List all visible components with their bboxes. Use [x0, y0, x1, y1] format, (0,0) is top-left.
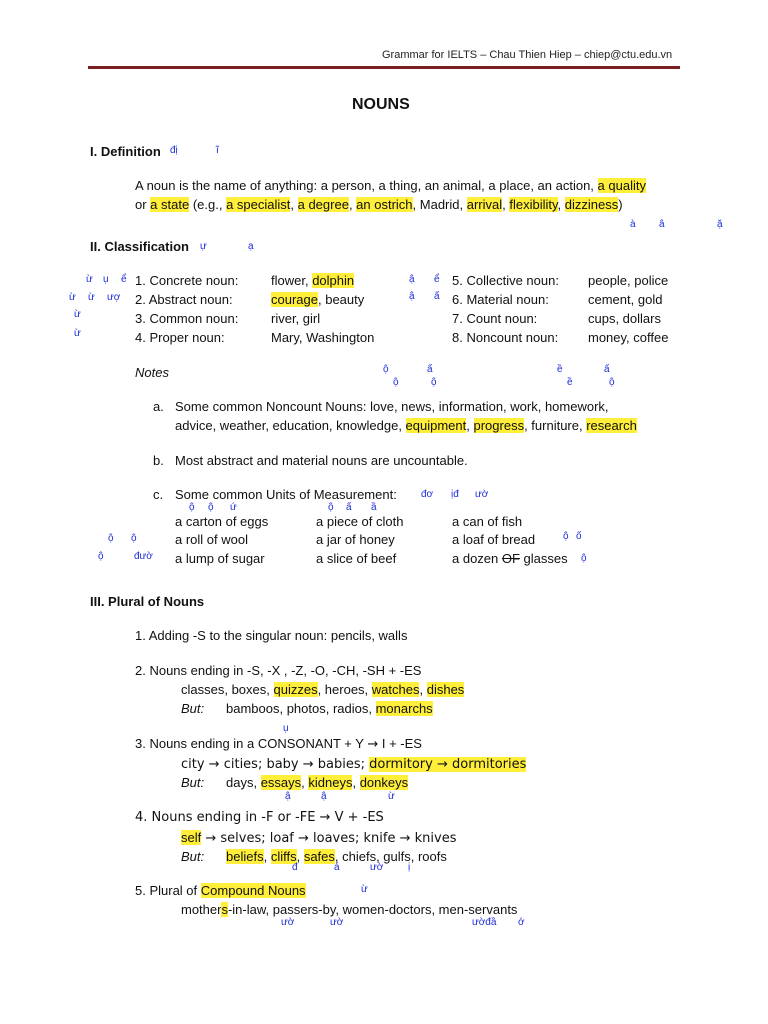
viet-annotation: ấ: [427, 364, 433, 375]
note-text: advice, weather, education, knowledge,: [175, 418, 406, 433]
viet-annotation: á: [334, 862, 340, 873]
viet-annotation: ậ: [321, 791, 327, 802]
class-row-4-examples: Mary, Washington: [271, 330, 375, 345]
arrow-icon: →: [367, 737, 379, 752]
unit-1-1: a carton of eggs: [175, 514, 269, 529]
viet-annotation: ộ: [431, 377, 437, 388]
notes-label: Notes: [135, 365, 169, 380]
section-plural-heading: III. Plural of Nouns: [90, 594, 205, 609]
definition-line-2: [135, 197, 623, 212]
highlight-donkeys: donkeys: [359, 775, 409, 790]
viet-annotation: ể: [121, 274, 127, 285]
viet-annotation: ừ: [69, 292, 76, 303]
viet-annotation: ĩ: [216, 145, 219, 156]
viet-annotation: đơ: [421, 489, 434, 500]
class-row-1-label: 1. Concrete noun:: [135, 273, 239, 288]
viet-annotation: ộ: [98, 551, 104, 562]
rule-text: 3. Nouns ending in a CONSONANT + Y: [135, 736, 368, 751]
viet-annotation: ị: [408, 862, 411, 873]
viet-annotation: ặ: [717, 219, 723, 230]
highlight-dizziness: dizziness: [564, 197, 619, 212]
page-title: NOUNS: [352, 96, 410, 113]
highlight-dolphin: dolphin: [312, 273, 355, 288]
highlight-kidneys: kidneys: [308, 775, 353, 790]
viet-annotation: ườ: [370, 862, 384, 873]
unit-1-2: a piece of cloth: [316, 514, 404, 529]
highlight-arrival: arrival: [466, 197, 503, 212]
plural-rule-1: 1. Adding -S to the singular noun: pencils, walls: [135, 628, 408, 643]
note-a-line-1: Some common Noncount Nouns: love, news, information, work, homework,: [175, 399, 609, 414]
viet-annotation: ộ: [581, 553, 587, 564]
viet-annotation: à: [630, 219, 636, 230]
viet-annotation: ề: [567, 377, 573, 388]
section-classification-heading: II. Classification: [90, 239, 189, 254]
plural-rule-2-exceptions: [226, 701, 433, 716]
plural-rule-5-examples: [181, 902, 517, 917]
class-row-4-label2: 8. Noncount noun:: [452, 330, 559, 345]
highlight-monarchs: monarchs: [375, 701, 433, 716]
highlight-beliefs: beliefs: [226, 849, 264, 864]
class-row-3-label: 3. Common noun:: [135, 311, 239, 326]
viet-annotation: ộ: [393, 377, 399, 388]
class-row-2-examples: [271, 292, 364, 307]
unit-3-3: [452, 551, 568, 566]
plural-rule-3-head: [135, 736, 422, 752]
viet-annotation: ậ: [409, 274, 415, 285]
example-text: city → cities; baby → babies;: [181, 757, 370, 772]
viet-annotation: ộ: [208, 502, 214, 513]
highlight-safes: safes: [303, 849, 335, 864]
comma: ,: [301, 775, 309, 790]
plural-rule-2-examples: [181, 682, 464, 697]
viet-annotation: ạ: [248, 241, 254, 252]
highlight-flexibility: flexibility: [509, 197, 558, 212]
highlight-a-specialist: a specialist: [226, 197, 291, 212]
unit-2-3: a loaf of bread: [452, 532, 536, 547]
comma: ,: [557, 197, 565, 212]
plural-rule-2-but: But:: [181, 701, 205, 716]
class-row-2-label2: 6. Material noun:: [452, 292, 549, 307]
note-text: , furniture,: [524, 418, 587, 433]
viet-annotation: đườ: [134, 551, 153, 562]
comma: ,: [466, 418, 474, 433]
example-text: flower,: [271, 273, 313, 288]
viet-annotation: đ: [292, 862, 298, 873]
viet-annotation: ừ: [361, 884, 368, 895]
rule-text: I + -ES: [378, 736, 422, 751]
class-row-4-label: 4. Proper noun:: [135, 330, 225, 345]
comma: ,: [352, 775, 360, 790]
viet-annotation: ườ: [475, 489, 489, 500]
plural-rule-4-but: But:: [181, 849, 205, 864]
example-text: bamboos, photos, radios,: [226, 701, 376, 716]
highlight-quizzes: quizzes: [273, 682, 318, 697]
highlight-a-degree: a degree: [297, 197, 349, 212]
viet-annotation: ượ: [107, 292, 121, 303]
example-text: , beauty: [317, 292, 365, 307]
note-c-letter: c.: [153, 487, 164, 502]
viet-annotation: ộ: [189, 502, 195, 513]
class-row-2-examples2: cement, gold: [588, 292, 663, 307]
viet-annotation: ố: [576, 531, 582, 542]
note-b-text: Most abstract and material nouns are uncountable.: [175, 453, 468, 468]
example-text: → selves; loaf → loaves; knife → knives: [201, 831, 457, 846]
unit-1-3: a can of fish: [452, 514, 523, 529]
highlight-courage: courage: [271, 292, 318, 307]
unit-2-2: a jar of honey: [316, 532, 395, 547]
viet-annotation: ộ: [131, 533, 137, 544]
viet-annotation: ấ: [346, 502, 352, 513]
definition-line-1: [135, 178, 646, 193]
viet-annotation: ấ: [434, 291, 440, 302]
example-text: , chiefs, gulfs, roofs: [334, 849, 447, 864]
highlight-cliffs: cliffs: [270, 849, 297, 864]
comma: ,: [419, 682, 427, 697]
rule-text: 5. Plural of: [135, 883, 201, 898]
highlight-research: research: [586, 418, 637, 433]
example-text: , heroes,: [317, 682, 372, 697]
plural-rule-5-head: [135, 883, 306, 898]
viet-annotation: ừ: [74, 328, 81, 339]
note-a-letter: a.: [153, 399, 164, 414]
unit-text: a dozen: [452, 551, 502, 566]
plural-rule-3-examples: [181, 756, 526, 772]
struck-of: OF: [501, 551, 520, 566]
example-text: classes, boxes,: [181, 682, 274, 697]
highlight-a-quality: a quality: [597, 178, 646, 193]
plural-rule-4-head: 4. Nouns ending in -F or -FE → V + -ES: [135, 810, 384, 825]
comma: ,: [263, 849, 271, 864]
class-row-1-examples2: people, police: [588, 273, 669, 288]
class-row-3-examples2: cups, dollars: [588, 311, 661, 326]
viet-annotation: ộ: [609, 377, 615, 388]
highlight-s: s: [221, 902, 228, 917]
viet-annotation: ể: [434, 274, 440, 285]
example-text: -in-law, passers-by, women-doctors, men-servants: [227, 902, 518, 917]
running-header: Grammar for IELTS – Chau Thien Hiep – chiep@ctu.edu.vn: [382, 49, 673, 61]
viet-annotation: ụ: [283, 723, 289, 734]
plural-rule-4-examples: [181, 830, 456, 846]
text-madrid: , Madrid,: [412, 197, 467, 212]
class-row-2-label: 2. Abstract noun:: [135, 292, 233, 307]
viet-annotation: ậ: [409, 291, 415, 302]
highlight-self: self: [181, 830, 202, 845]
viet-annotation: ộ: [108, 533, 114, 544]
highlight-dormitory: dormitory → dormitories: [369, 757, 527, 772]
viet-annotation: ứ: [230, 502, 237, 513]
comma: ,: [348, 197, 357, 212]
viet-annotation: ấ: [604, 364, 610, 375]
plural-rule-3-but: But:: [181, 775, 205, 790]
comma: ,: [502, 197, 510, 212]
viet-annotation: đị: [170, 145, 178, 156]
unit-3-1: a lump of sugar: [175, 551, 265, 566]
highlight-essays: essays: [260, 775, 302, 790]
viet-annotation: ậ: [285, 791, 291, 802]
unit-text: glasses: [519, 551, 568, 566]
note-c-text: Some common Units of Measurement:: [175, 487, 397, 502]
class-row-4-examples2: money, coffee: [588, 330, 669, 345]
viet-annotation: ườ: [281, 917, 295, 928]
highlight-progress: progress: [473, 418, 525, 433]
text-close-paren: ): [618, 197, 623, 212]
viet-annotation: ườ: [330, 917, 344, 928]
class-row-3-examples: river, girl: [271, 311, 321, 326]
viet-annotation: ừ: [388, 791, 395, 802]
viet-annotation: ớ: [518, 917, 525, 928]
viet-annotation: ịđ: [451, 489, 459, 500]
viet-annotation: ừ: [74, 309, 81, 320]
viet-annotation: ụ: [103, 274, 109, 285]
viet-annotation: ự: [200, 241, 207, 252]
viet-annotation: ề: [557, 364, 563, 375]
comma: ,: [296, 849, 304, 864]
example-text: days,: [226, 775, 261, 790]
unit-2-1: a roll of wool: [175, 532, 248, 547]
plural-rule-3-exceptions: [226, 775, 408, 790]
highlight-compound-nouns: Compound Nouns: [200, 883, 306, 898]
viet-annotation: â: [659, 219, 665, 230]
viet-annotation: ừ: [88, 292, 95, 303]
definition-text: A noun is the name of anything: a person, a thing, an animal, a place, an action,: [135, 178, 598, 193]
viet-annotation: ộ: [563, 531, 569, 542]
note-a-line-2: [175, 418, 637, 433]
example-text: mother: [181, 902, 222, 917]
highlight-an-ostrich: an ostrich: [356, 197, 413, 212]
viet-annotation: ộ: [328, 502, 334, 513]
class-row-1-label2: 5. Collective noun:: [452, 273, 559, 288]
text-eg: (e.g.,: [189, 197, 227, 212]
header-rule: [88, 66, 680, 69]
plural-rule-2-head: 2. Nouns ending in -S, -X , -Z, -O, -CH, -SH + -ES: [135, 663, 422, 678]
highlight-a-state: a state: [150, 197, 190, 212]
viet-annotation: ầ: [371, 502, 377, 513]
highlight-dishes: dishes: [426, 682, 465, 697]
section-definition-heading: I. Definition: [90, 144, 161, 159]
highlight-equipment: equipment: [405, 418, 467, 433]
class-row-1-examples: [271, 273, 354, 288]
unit-3-2: a slice of beef: [316, 551, 397, 566]
viet-annotation: ườđầ: [472, 917, 497, 928]
note-b-letter: b.: [153, 453, 164, 468]
viet-annotation: ộ: [383, 364, 389, 375]
highlight-watches: watches: [371, 682, 420, 697]
viet-annotation: ừ: [86, 274, 93, 285]
class-row-3-label2: 7. Count noun:: [452, 311, 538, 326]
comma: ,: [290, 197, 298, 212]
text-or: or: [135, 197, 151, 212]
